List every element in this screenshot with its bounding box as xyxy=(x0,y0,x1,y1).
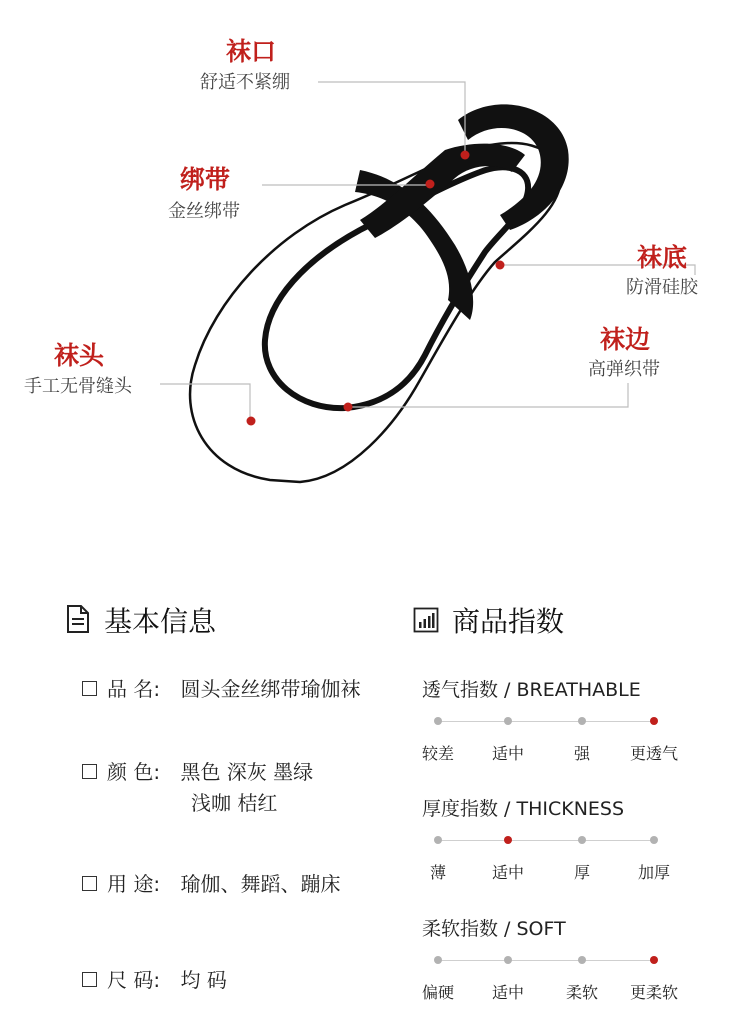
metric-level-label: 强 xyxy=(573,744,590,763)
metric-title: 柔软指数 / SOFT xyxy=(422,918,566,940)
checkbox-icon xyxy=(82,972,97,987)
metric-track xyxy=(438,721,654,722)
callout-edge-sub: 高弹织带 xyxy=(588,359,660,380)
checkbox-icon xyxy=(82,681,97,696)
callout-cuff-title: 袜口 xyxy=(226,37,277,66)
metric-dot xyxy=(650,836,658,844)
metric-level-label: 偏硬 xyxy=(421,983,454,1002)
info-label: 品 名: xyxy=(107,677,161,701)
metric-level-label: 更柔软 xyxy=(629,983,678,1002)
callout-cuff-sub: 舒适不紧绷 xyxy=(200,72,290,93)
metric-dot xyxy=(578,717,586,725)
metric-dot xyxy=(434,956,442,964)
dot-toe xyxy=(247,417,256,426)
info-row-color xyxy=(82,756,313,785)
info-value-color-line2: 浅咖 桔红 xyxy=(191,791,278,815)
metric-dot-selected xyxy=(504,836,512,844)
info-label: 尺 码: xyxy=(107,968,161,992)
metric-dot xyxy=(504,956,512,964)
metric-level-label: 加厚 xyxy=(637,863,670,882)
leader-cuff xyxy=(318,82,465,155)
metric-title: 透气指数 / BREATHABLE xyxy=(422,679,641,701)
info-value: 圆头金丝绑带瑜伽袜 xyxy=(180,677,361,701)
metric-track xyxy=(438,960,654,961)
info-label: 用 途: xyxy=(107,872,161,896)
checkbox-icon xyxy=(82,876,97,891)
metric-level-label: 适中 xyxy=(491,983,524,1002)
leader-toe xyxy=(160,384,250,420)
metric-level-label: 适中 xyxy=(491,744,524,763)
callout-toe-sub: 手工无骨缝头 xyxy=(24,376,132,397)
metric-track xyxy=(438,840,654,841)
metric-level-label: 柔软 xyxy=(565,983,598,1002)
callout-strap-sub: 金丝绑带 xyxy=(168,201,240,222)
metrics-title: 商品指数 xyxy=(452,605,565,638)
info-value: 黑色 深灰 墨绿 xyxy=(180,760,314,784)
metric-dot xyxy=(434,717,442,725)
info-row-name xyxy=(82,673,360,702)
metric-level-label: 较差 xyxy=(421,744,454,763)
metric-dot xyxy=(504,717,512,725)
info-value: 瑜伽、舞蹈、蹦床 xyxy=(180,872,341,896)
metric-dot xyxy=(434,836,442,844)
info-row-size xyxy=(82,964,227,993)
callout-sole-sub: 防滑硅胶 xyxy=(626,277,698,298)
metric-dot-selected xyxy=(650,717,658,725)
info-label: 颜 色: xyxy=(107,760,161,784)
dot-edge xyxy=(344,403,353,412)
metric-level-label: 适中 xyxy=(491,863,524,882)
dot-cuff xyxy=(461,151,470,160)
callout-toe-title: 袜头 xyxy=(54,341,105,370)
document-icon xyxy=(66,604,90,634)
metric-level-label: 更透气 xyxy=(629,744,678,763)
callout-sole-title: 袜底 xyxy=(637,243,688,272)
metric-dot-selected xyxy=(650,956,658,964)
basic-info-title: 基本信息 xyxy=(104,605,217,638)
dot-strap xyxy=(426,180,435,189)
metric-level-label: 薄 xyxy=(429,863,446,882)
callout-edge-title: 袜边 xyxy=(600,325,651,354)
bar-chart-icon xyxy=(413,607,439,633)
metric-title: 厚度指数 / THICKNESS xyxy=(422,798,625,820)
info-value: 均 码 xyxy=(180,968,227,992)
metric-dot xyxy=(578,956,586,964)
checkbox-icon xyxy=(82,764,97,779)
metric-level-label: 厚 xyxy=(573,863,590,882)
dot-sole xyxy=(496,261,505,270)
metric-dot xyxy=(578,836,586,844)
callout-strap-title: 绑带 xyxy=(180,165,231,194)
info-row-usage xyxy=(82,868,340,897)
